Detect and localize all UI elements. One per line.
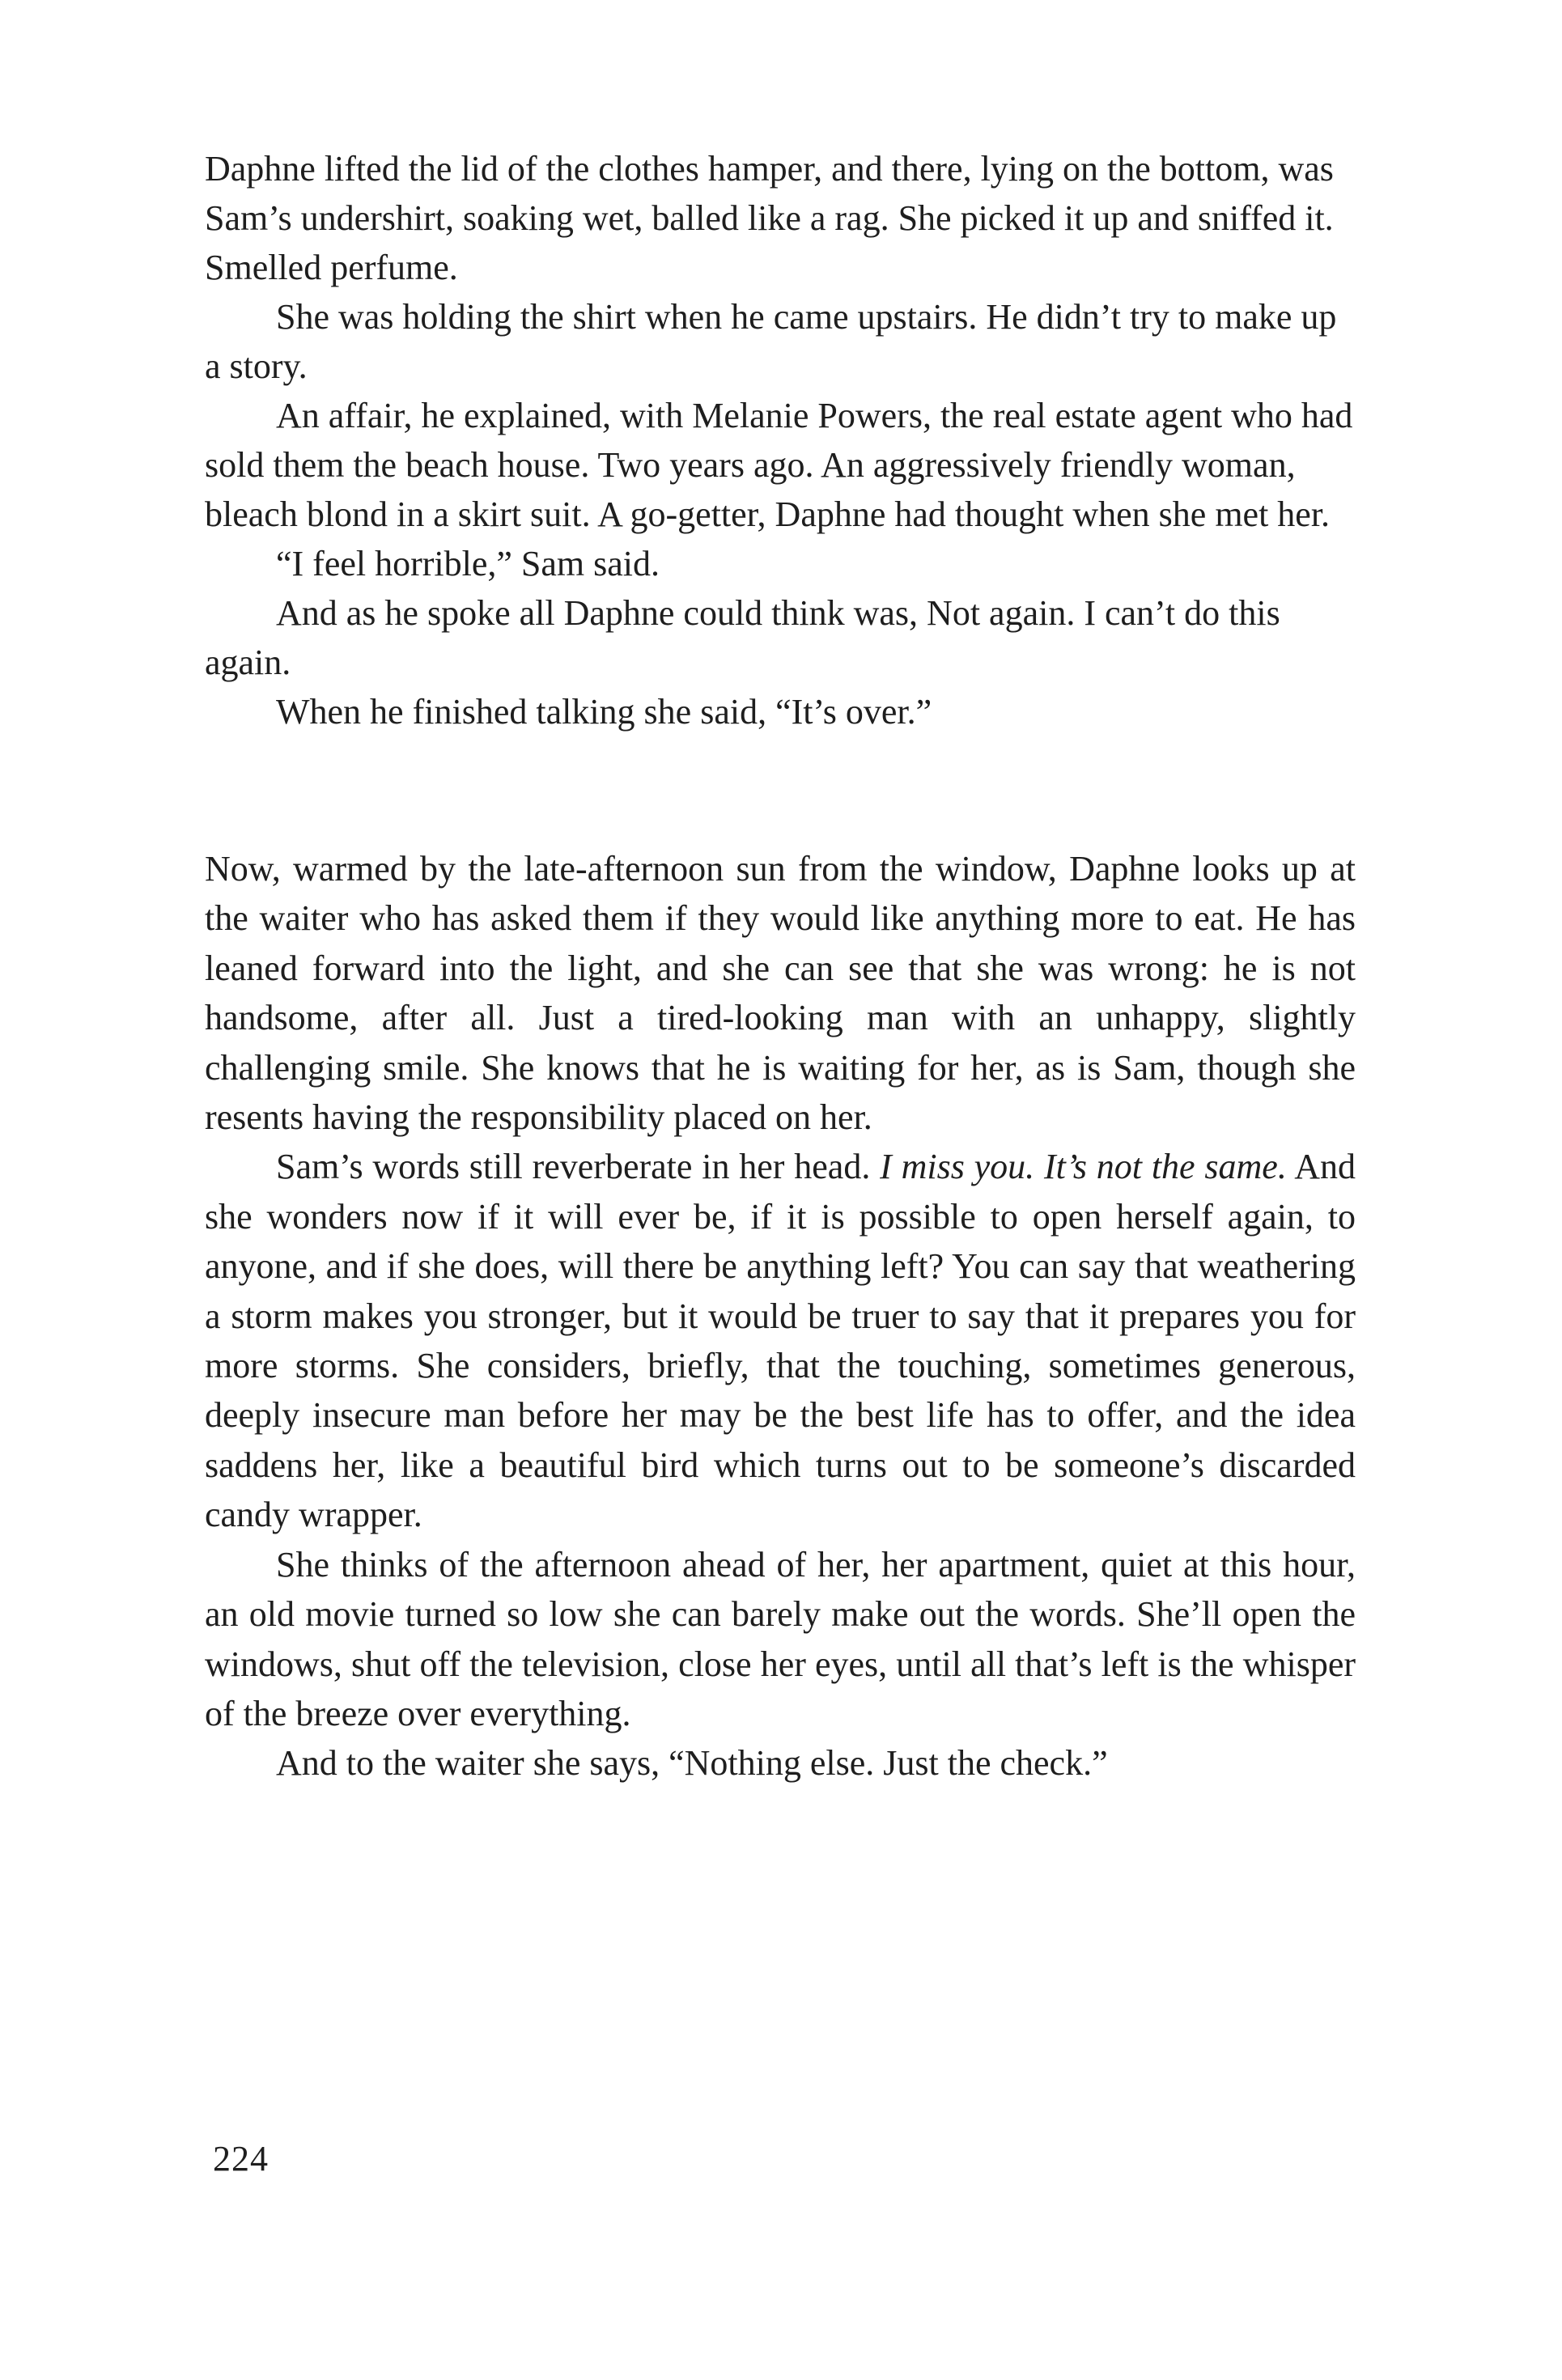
paragraph: And to the waiter she says, “Nothing else. Just the check.” <box>276 1743 1108 1784</box>
section-one <box>205 144 1356 736</box>
paragraph: Daphne lifted the lid of the clothes hamper, and there, lying on the bottom, was Sam’s undershirt, soaking wet, balled like a rag. She picked it up and sniffed it. Smelled perfume. <box>205 149 1334 287</box>
paragraph <box>205 1142 1356 1539</box>
paragraph-text: And she wonders now if it will ever be, if it is possible to open herself again, to anyone, and if she does, will there be anything left? You can say that weathering a storm makes you stronger, but it would be truer to say that it prepares you for more storms. She considers, briefly, that the touching, sometimes generous, deeply insecure man before her may be the best life has to offer, and the idea saddens her, like a beautiful bird which turns out to be someone’s discarded candy wrapper. <box>205 1147 1356 1535</box>
paragraph: Now, warmed by the late-afternoon sun from the window, Daphne looks up at the waiter who has asked them if they would like anything more to eat. He has leaned forward into the light, and she can see that she was wrong: he is not handsome, after all. Just a tired-looking man with an unhappy, slightly challenging smile. She knows that he is waiting for her, as is Sam, though she resents having the responsibility placed on her. <box>205 849 1356 1138</box>
paragraph-text: Sam’s words still reverberate in her head. <box>276 1147 881 1187</box>
paragraph: When he finished talking she said, “It’s over.” <box>276 692 932 732</box>
italic-quote: I miss you. It’s not the same. <box>880 1147 1287 1187</box>
paragraph: She thinks of the afternoon ahead of her, her apartment, quiet at this hour, an old movie turned so low she can barely make out the words. She’ll open the windows, shut off the television, close her eyes, until all that’s left is the whisper of the breeze over everything. <box>205 1544 1356 1733</box>
paragraph: And as he spoke all Daphne could think was, Not again. I can’t do this again. <box>205 593 1280 682</box>
paragraph: She was holding the shirt when he came upstairs. He didn’t try to make up a story. <box>205 297 1337 386</box>
paragraph: “I feel horrible,” Sam said. <box>276 544 660 583</box>
page-number: 224 <box>213 2139 269 2178</box>
paragraph: An affair, he explained, with Melanie Powers, the real estate agent who had sold them the beach house. Two years ago. An aggressively friendly woman, bleach blond in a skirt suit. A go-getter, Daphne had thought when she met her. <box>205 396 1353 534</box>
section-two <box>205 844 1356 1788</box>
